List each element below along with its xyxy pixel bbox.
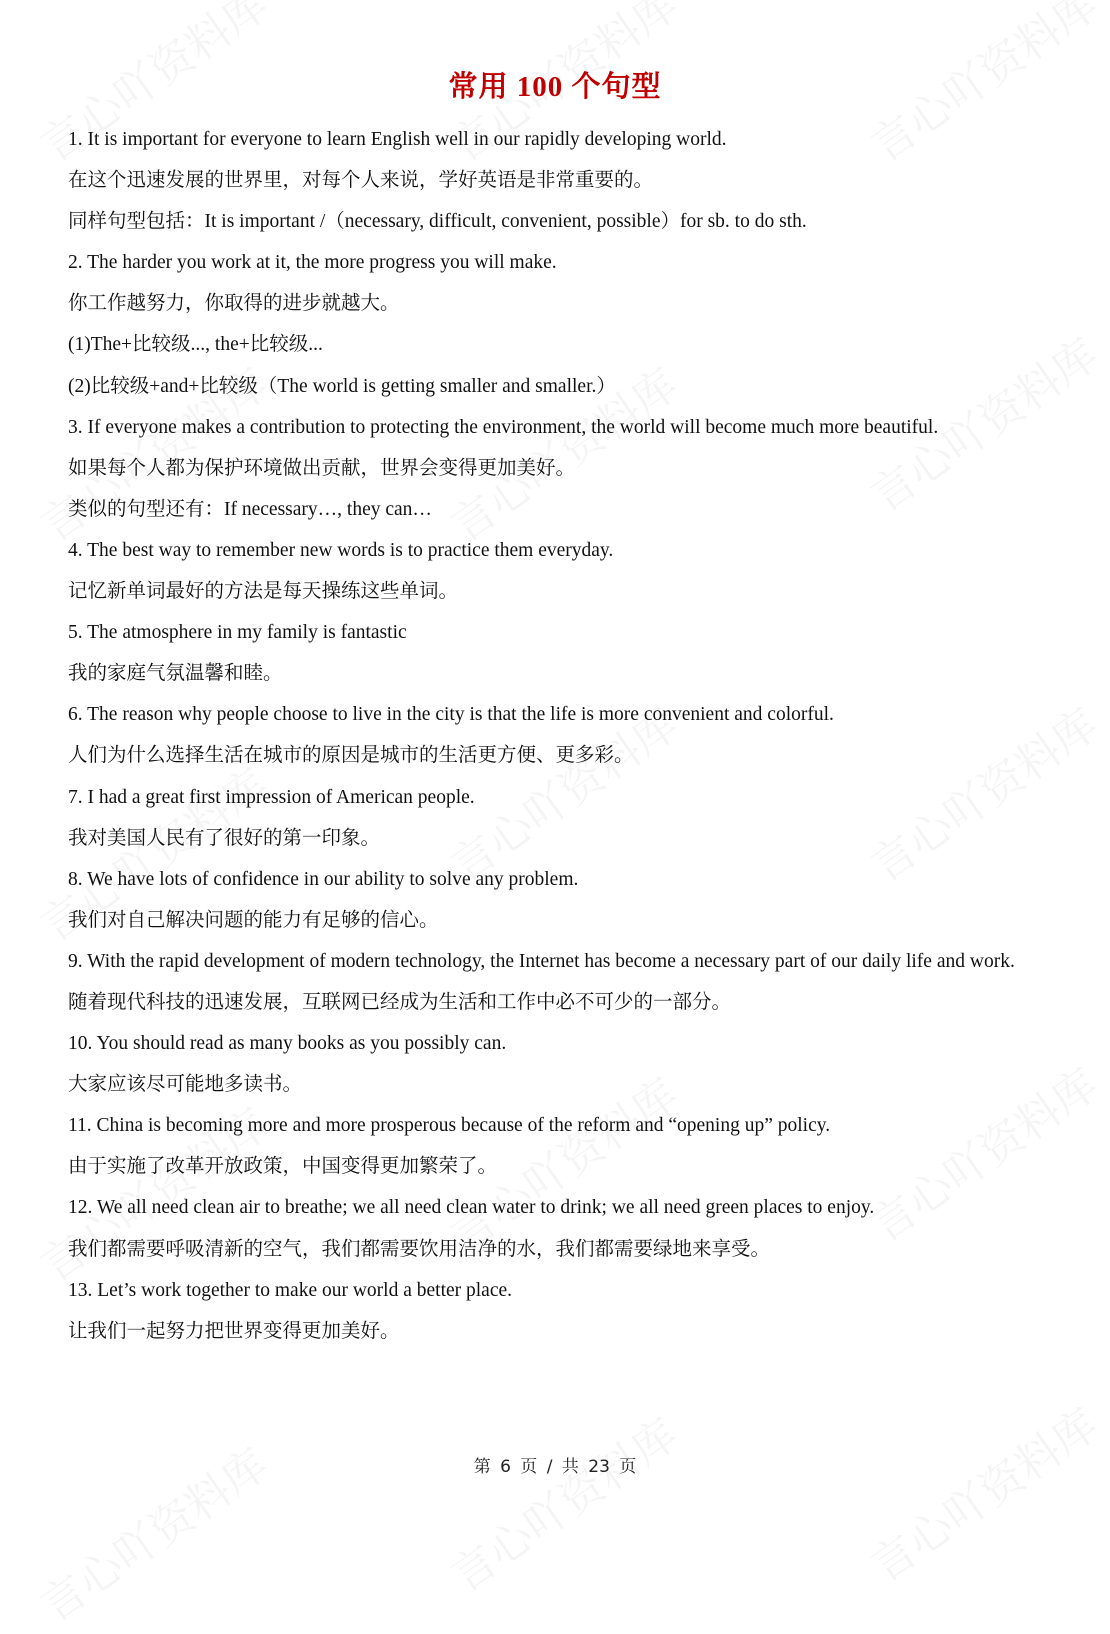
page-number: 第 6 页 / 共 23 页 bbox=[473, 1457, 637, 1477]
paragraph: 我对美国人民有了很好的第一印象。 bbox=[68, 827, 381, 849]
paragraph: 同样句型包括：It is important /（necessary, difficult, convenient, possible）for sb. to do sth. bbox=[68, 211, 807, 233]
paragraph: 1. It is important for everyone to learn English well in our rapidly developing world. bbox=[68, 129, 727, 150]
paragraph: 随着现代科技的迅速发展，互联网已经成为生活和工作中必不可少的一部分。 bbox=[68, 991, 732, 1013]
paragraph: 你工作越努力，你取得的进步就越大。 bbox=[68, 293, 400, 315]
paragraph: 类似的句型还有：If necessary…, they can… bbox=[68, 498, 432, 520]
watermark bbox=[436, 1400, 689, 1604]
paragraph: 我们都需要呼吸清新的空气，我们都需要饮用洁净的水，我们都需要绿地来享受。 bbox=[68, 1238, 771, 1260]
paragraph: 5. The atmosphere in my family is fantastic bbox=[68, 622, 407, 644]
paragraph: (1)The+比较级..., the+比较级... bbox=[68, 334, 323, 356]
paragraph: 由于实施了改革开放政策，中国变得更加繁荣了。 bbox=[68, 1156, 498, 1178]
paragraph: 大家应该尽可能地多读书。 bbox=[68, 1074, 303, 1096]
paragraph: 12. We all need clean air to breathe; we all need clean water to drink; we all need green places to enjoy. bbox=[68, 1197, 875, 1219]
document-body bbox=[68, 119, 1041, 1352]
paragraph: 10. You should read as many books as you possibly can. bbox=[68, 1033, 507, 1055]
paragraph: 记忆新单词最好的方法是每天操练这些单词。 bbox=[68, 581, 459, 603]
paragraph: 如果每个人都为保护环境做出贡献，世界会变得更加美好。 bbox=[68, 457, 576, 479]
paragraph: 在这个迅速发展的世界里，对每个人来说，学好英语是非常重要的。 bbox=[68, 170, 654, 192]
paragraph: 13. Let’s work together to make our world a better place. bbox=[68, 1279, 513, 1301]
paragraph: 8. We have lots of confidence in our ability to solve any problem. bbox=[68, 868, 579, 890]
paragraph: (2)比较级+and+比较级（The world is getting smaller and smaller.） bbox=[68, 375, 616, 397]
page-title: 常用 100 个句型 bbox=[448, 71, 662, 103]
paragraph: 11. China is becoming more and more prosperous because of the reform and “opening up” policy. bbox=[68, 1115, 831, 1137]
watermark bbox=[856, 1390, 1109, 1594]
paragraph: 让我们一起努力把世界变得更加美好。 bbox=[68, 1320, 400, 1342]
paragraph: 人们为什么选择生活在城市的原因是城市的生活更方便、更多彩。 bbox=[68, 745, 634, 767]
paragraph: 我们对自己解决问题的能力有足够的信心。 bbox=[68, 909, 439, 931]
paragraph: 9. With the rapid development of modern technology, the Internet has become a necessary part of our daily life and work. bbox=[68, 950, 1015, 972]
paragraph: 4. The best way to remember new words is to practice them everyday. bbox=[68, 539, 614, 561]
paragraph: 6. The reason why people choose to live in the city is that the life is more convenient and colorful. bbox=[68, 704, 834, 726]
paragraph: 2. The harder you work at it, the more progress you will make. bbox=[68, 252, 557, 274]
paragraph: 3. If everyone makes a contribution to protecting the environment, the world will become much more beautiful. bbox=[68, 416, 939, 438]
paragraph: 7. I had a great first impression of American people. bbox=[68, 786, 475, 808]
paragraph: 我的家庭气氛温馨和睦。 bbox=[68, 663, 283, 685]
